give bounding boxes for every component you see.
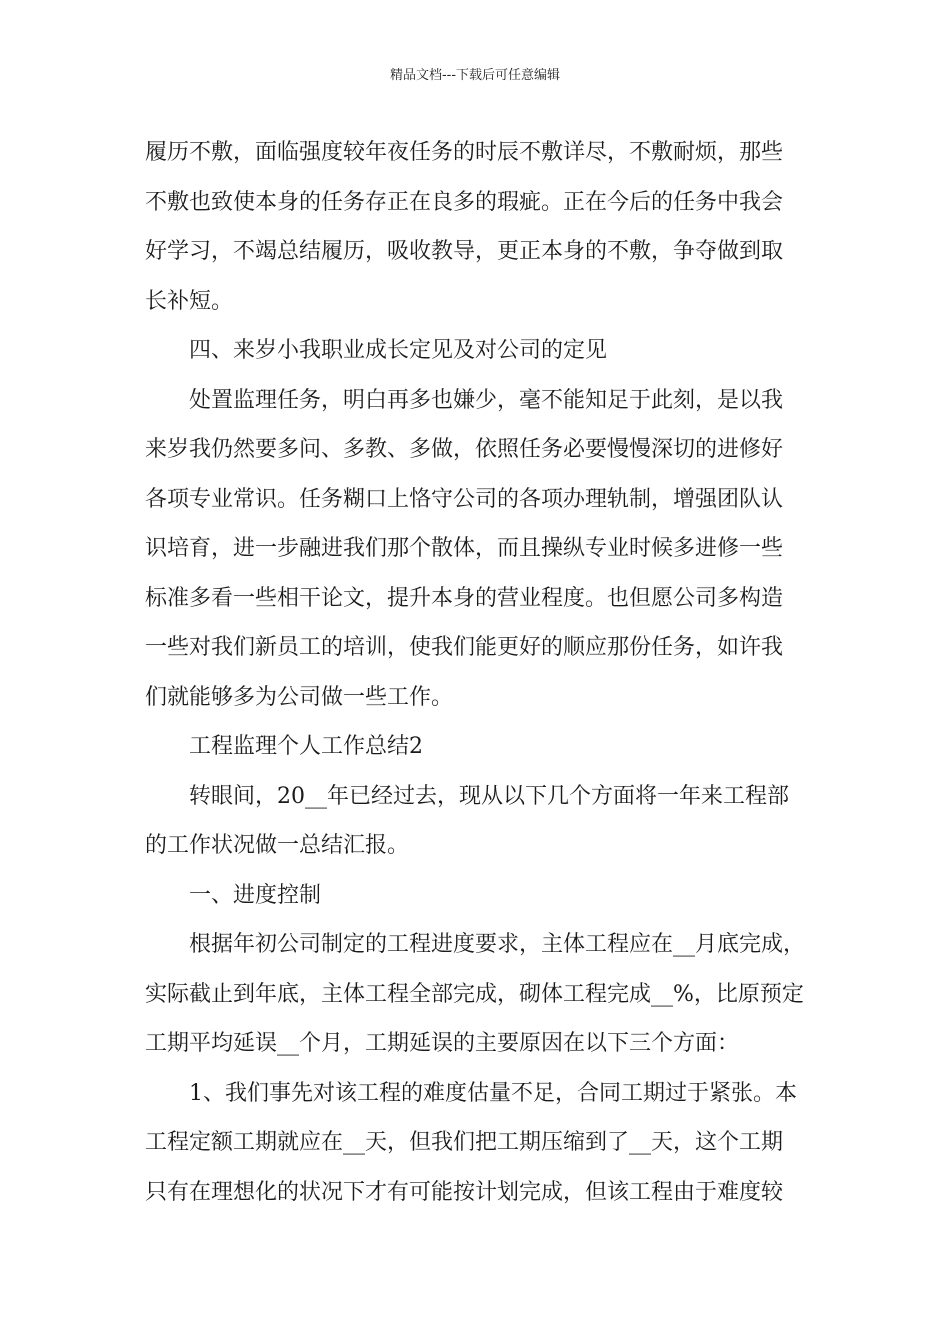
text-line: 标准多看一些相干论文，提升本身的营业程度。也但愿公司多构造 xyxy=(145,585,784,611)
text-line: 长补短。 xyxy=(145,288,234,314)
text-line: 来岁我仍然要多问、多教、多做，依照任务必要慢慢深切的进修好 xyxy=(145,437,784,462)
text-line: 们就能够多为公司做一些工作。 xyxy=(145,684,454,710)
text-line: 工期平均延误__个月，工期延误的主要原因在以下三个方面： xyxy=(145,1031,740,1056)
text-line: 履历不敷，面临强度较年夜任务的时辰不敷详尽，不敷耐烦，那些 xyxy=(145,140,784,165)
text-line: 1、我们事先对该工程的难度估量不足，合同工期过于紧张。本 xyxy=(189,1080,797,1106)
text-line: 根据年初公司制定的工程进度要求，主体工程应在__月底完成， xyxy=(189,932,806,957)
text-line: 工程定额工期就应在__天，但我们把工期压缩到了__天，这个工期 xyxy=(145,1130,784,1155)
document-body xyxy=(145,128,810,1217)
text-line: 一、进度控制 xyxy=(189,882,322,908)
text-line: 识培育，进一步融进我们那个散体，而且操纵专业时候多进修一些 xyxy=(145,536,784,561)
text-line: 的工作状况做一总结汇报。 xyxy=(145,833,410,858)
text-line: 处置监理任务，明白再多也嫌少，毫不能知足于此刻，是以我 xyxy=(189,387,784,413)
text-line: 各项专业常识。任务糊口上恪守公司的各项办理轨制，增强团队认 xyxy=(145,486,784,512)
text-line: 实际截止到年底，主体工程全部完成，砌体工程完成__%，比原预定 xyxy=(145,981,804,1007)
text-line: 不敷也致使本身的任务存正在良多的瑕疵。正在今后的任务中我会 xyxy=(145,189,784,215)
text-line: 四、来岁小我职业成长定见及对公司的定见 xyxy=(189,338,608,363)
text-line: 转眼间，20__年已经过去，现从以下几个方面将一年来工程部 xyxy=(189,783,789,809)
text-line: 工程监理个人工作总结2 xyxy=(189,734,423,759)
page-header: 精品文档---下载后可任意编辑 xyxy=(389,68,561,83)
text-line: 一些对我们新员工的培训，使我们能更好的顺应那份任务，如许我 xyxy=(145,635,784,660)
text-line: 只有在理想化的状况下才有可能按计划完成，但该工程由于难度较 xyxy=(145,1179,784,1205)
text-line: 好学习，不竭总结履历，吸收教导，更正本身的不敷，争夺做到取 xyxy=(145,239,784,264)
